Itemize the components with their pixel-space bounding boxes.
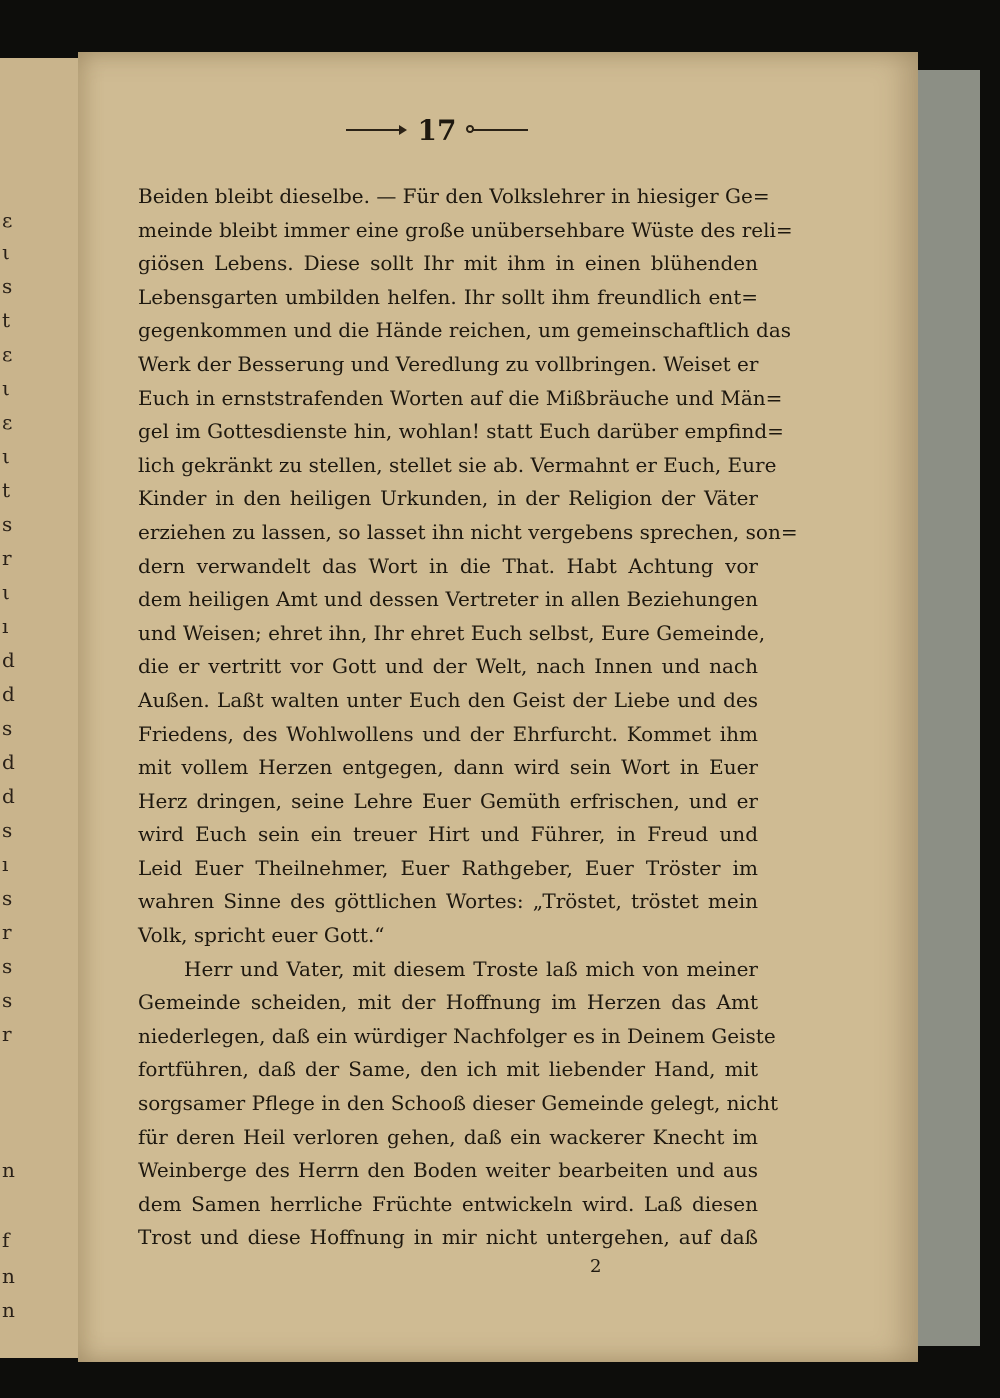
text-line: fortführen, daß der Same, den ich mit liebender Hand, mit [138,1057,758,1082]
left-page-fragment: s [2,886,13,910]
left-page-fragment: n [2,1264,15,1288]
text-line: Friedens, des Wohlwollens und der Ehrfurcht. Kommet ihm [138,721,758,746]
text-line: und Weisen; ehret ihn, Ihr ehret Euch selbst, Eure Gemeinde, [138,620,766,645]
header-rule-right [472,129,528,131]
text-line: giösen Lebens. Diese sollt Ihr mit ihm in einen blühenden [138,251,758,276]
left-page-fragment: ı [2,614,9,638]
left-page-fragment: s [2,954,13,978]
left-page-fragment: t [2,308,11,332]
left-page-fragment: n [2,1298,15,1322]
left-page-fragment: r [2,920,12,944]
left-page-fragment: t [2,478,11,502]
left-page-fragment: ı [2,852,9,876]
page-header [332,110,542,150]
text-line: Volk, spricht euer Gott.“ [138,923,385,948]
text-line: wahren Sinne des göttlichen Wortes: „Tröstet, tröstet mein [138,889,758,914]
left-page-fragment: ι [2,376,10,400]
text-line: gel im Gottesdienste hin, wohlan! statt Euch darüber empfind= [138,419,784,444]
text-line: Kinder in den heiligen Urkunden, in der Religion der Väter [138,486,758,511]
text-line: lich gekränkt zu stellen, stellet sie ab. Vermahnt er Euch, Eure [138,452,777,477]
body-text [138,180,798,1255]
text-line: wird Euch sein ein treuer Hirt und Führer, in Freud und [138,822,758,847]
text-line: Lebensgarten umbilden helfen. Ihr sollt ihm freundlich ent= [138,284,758,309]
left-page-fragment: r [2,546,12,570]
left-page-fragment: f [2,1228,10,1252]
text-line: erziehen zu lassen, so lasset ihn nicht vergebens sprechen, son= [138,519,798,544]
text-line: Gemeinde scheiden, mit der Hoffnung im Herzen das Amt [138,990,758,1015]
left-page-fragment: d [2,784,15,808]
text-line: gegenkommen und die Hände reichen, um gemeinschaftlich das [138,318,792,343]
text-line: Herz dringen, seine Lehre Euer Gemüth erfrischen, und er [138,788,758,813]
left-page-fragment: s [2,716,13,740]
text-line: Trost und diese Hoffnung in mir nicht untergehen, auf daß [138,1225,758,1250]
text-line: mit vollem Herzen entgegen, dann wird sein Wort in Euer [138,755,758,780]
left-page-fragment: d [2,648,15,672]
left-page-fragment: s [2,274,13,298]
text-line: meinde bleibt immer eine große unübersehbare Wüste des reli= [138,217,793,242]
left-page-fragment: ι [2,240,10,264]
text-line: sorgsamer Pflege in den Schooß dieser Gemeinde gelegt, nicht [138,1091,779,1116]
left-page-fragment: ε [2,342,13,366]
text-line: für deren Heil verloren gehen, daß ein wackerer Knecht im [138,1124,758,1149]
left-page-fragment: s [2,988,13,1012]
page-number: 17 [417,113,457,147]
left-page-fragment: d [2,682,15,706]
text-line: Herr und Vater, mit diesem Troste laß mich von meiner [184,956,758,981]
left-page-fragment: d [2,750,15,774]
left-page-edge [0,58,83,1358]
left-page-fragment: s [2,512,13,536]
left-page-fragment: ε [2,208,13,232]
text-line: die er vertritt vor Gott und der Welt, nach Innen und nach [138,654,758,679]
text-line: dem Samen herrliche Früchte entwickeln wird. Laß diesen [138,1191,758,1216]
signature-mark: 2 [590,1256,602,1277]
text-line: Weinberge des Herrn den Boden weiter bearbeiten und aus [138,1158,758,1183]
left-page-fragment: ι [2,444,10,468]
left-page-fragment: ι [2,580,10,604]
text-line: Außen. Laßt walten unter Euch den Geist der Liebe und des [138,687,758,712]
text-line: Werk der Besserung und Veredlung zu vollbringen. Weiset er [138,351,759,376]
header-rule-left [346,129,402,131]
left-page-fragment: r [2,1022,12,1046]
text-line: Beiden bleibt dieselbe. — Für den Volkslehrer in hiesiger Ge= [138,184,770,208]
text-line: dern verwandelt das Wort in die That. Habt Achtung vor [138,553,758,578]
text-line: Leid Euer Theilnehmer, Euer Rathgeber, Euer Tröster im [138,855,758,880]
left-page-fragment: n [2,1158,15,1182]
text-line: niederlegen, daß ein würdiger Nachfolger es in Deinem Geiste [138,1023,776,1048]
text-line: dem heiligen Amt und dessen Vertreter in allen Beziehungen [138,587,758,612]
text-line: Euch in ernststrafenden Worten auf die Mißbräuche und Män= [138,385,783,410]
left-page-fragment: ε [2,410,13,434]
left-page-fragment: s [2,818,13,842]
